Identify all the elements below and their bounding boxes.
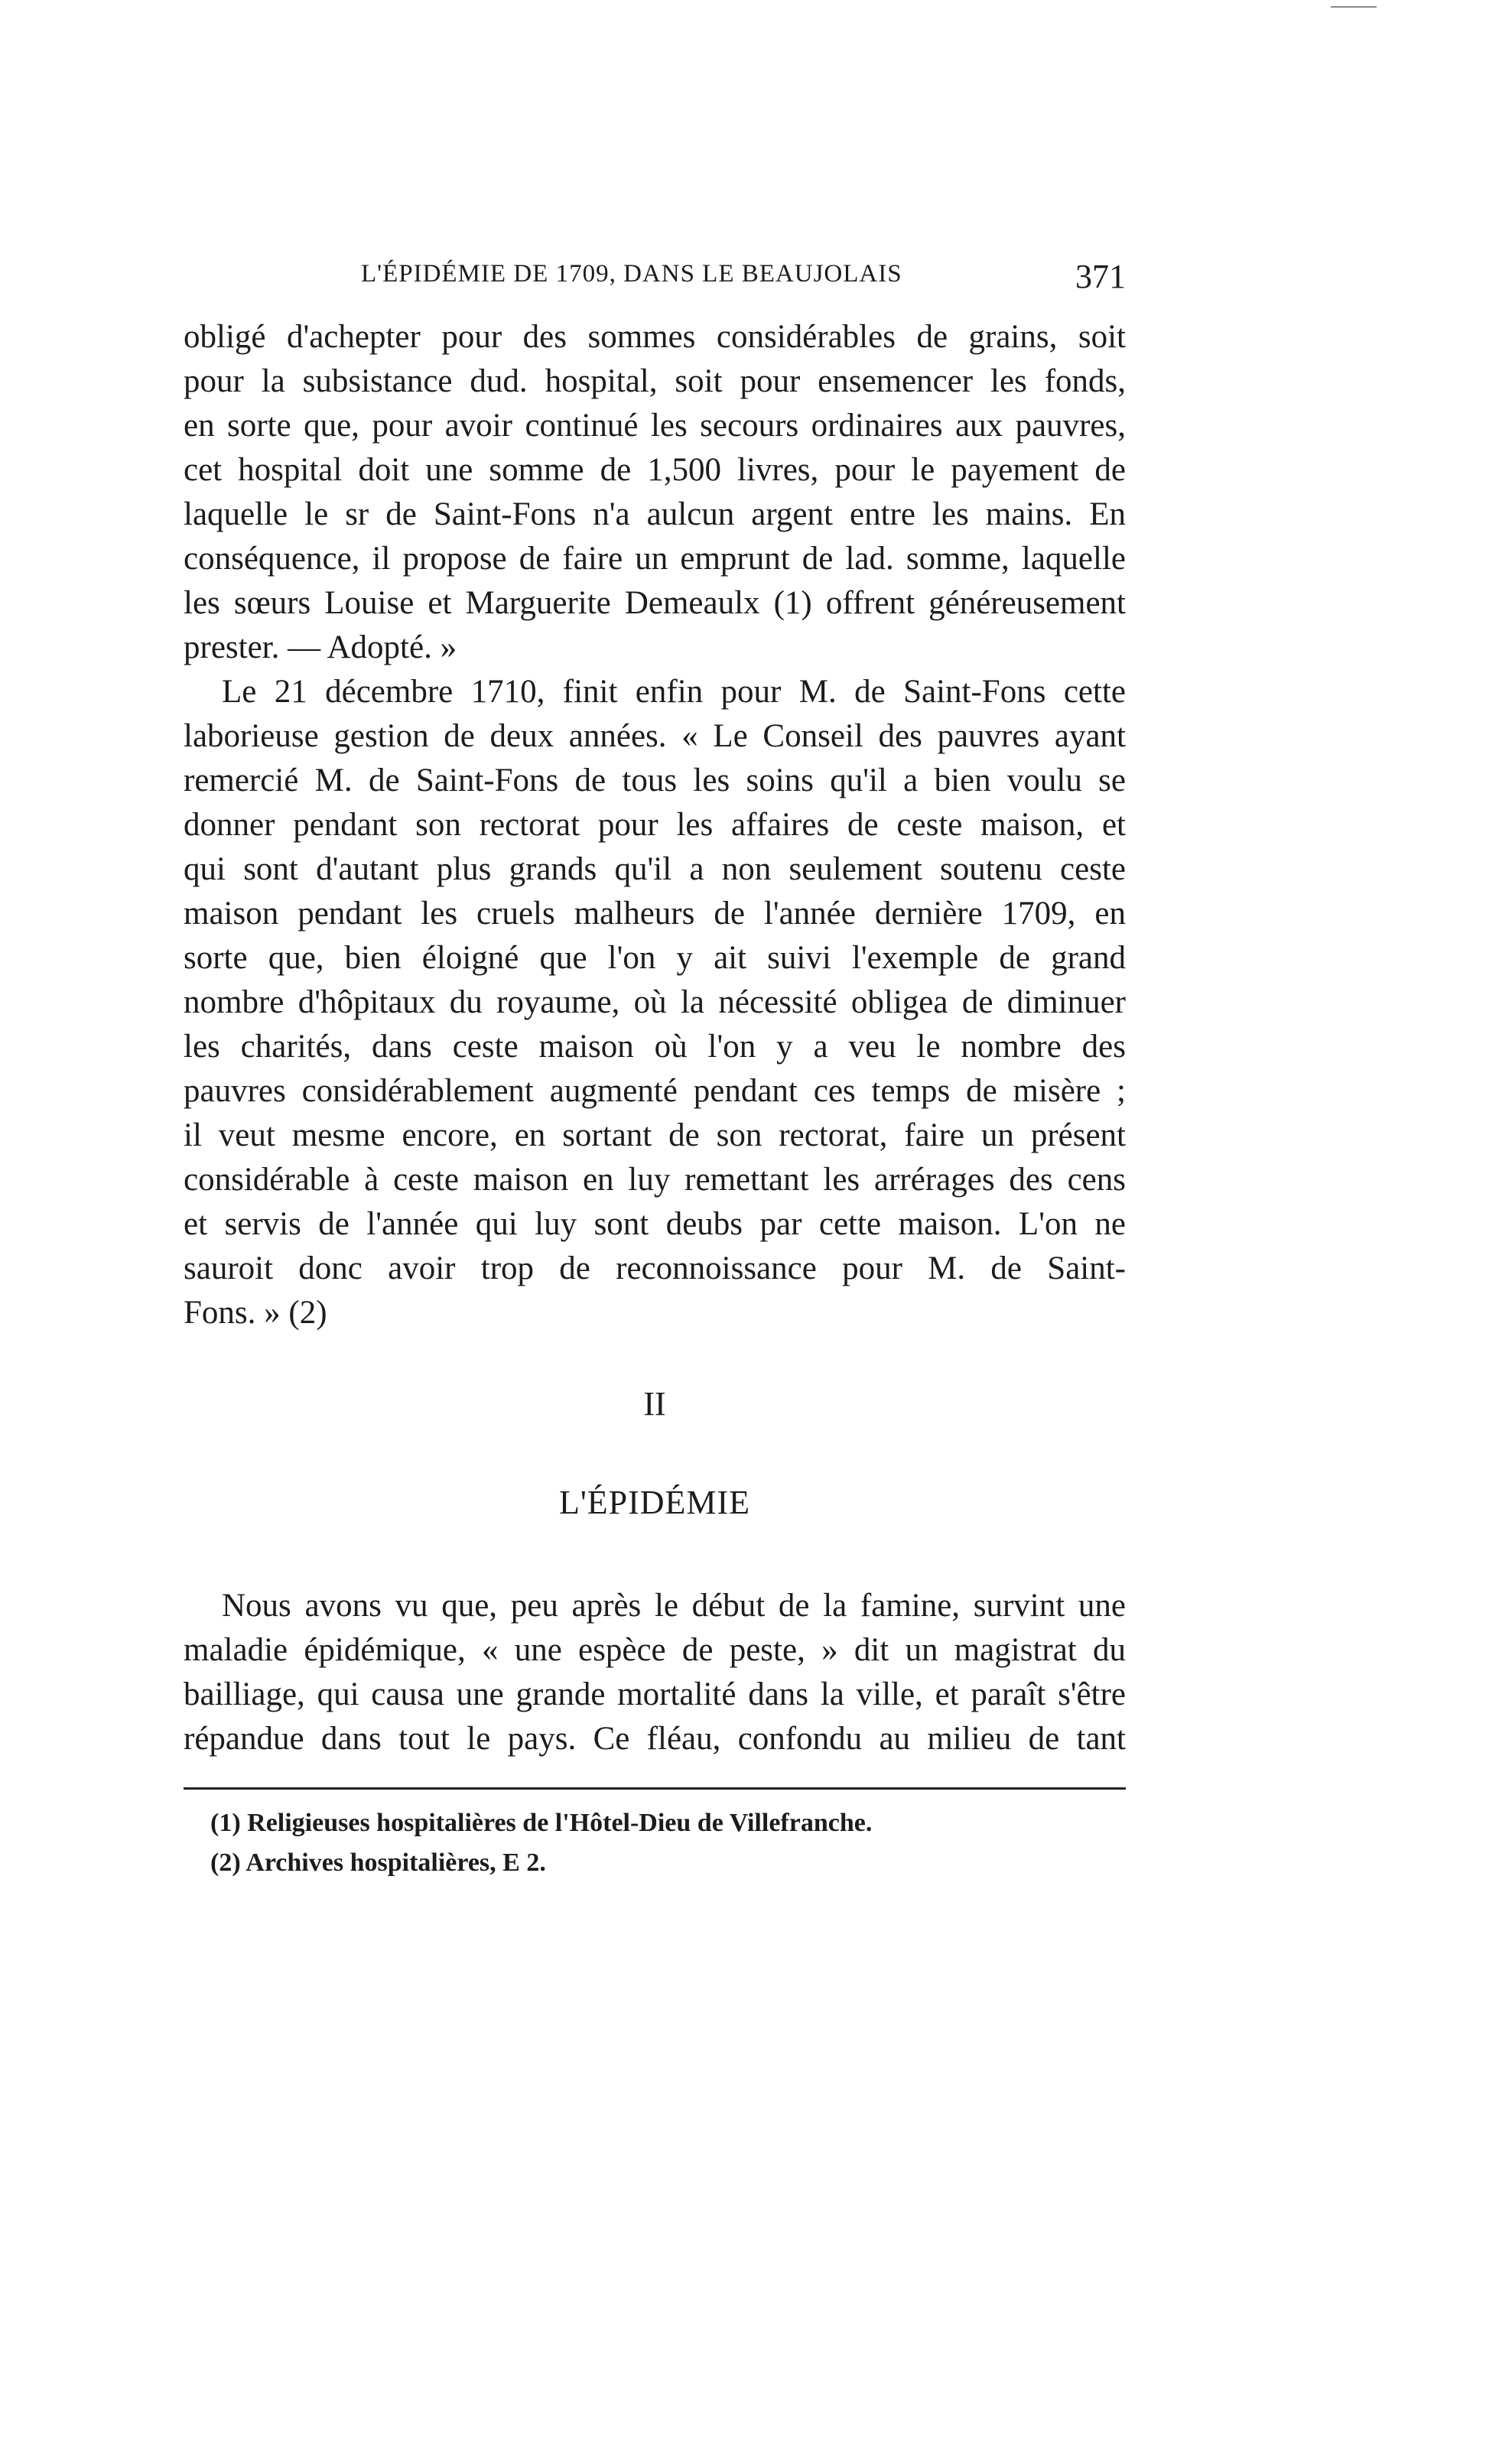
top-edge-rule <box>1331 6 1377 8</box>
text-line: il veut mesme encore, en sortant de son rectorat, faire un présent <box>184 1117 1126 1153</box>
text-line: maladie épidémique, « une espèce de peste, » dit un magistrat du <box>184 1632 1126 1668</box>
text-line: pauvres considérablement augmenté pendant ces temps de misère ; <box>184 1073 1126 1109</box>
footnote-divider <box>184 1787 1126 1790</box>
text-line: répandue dans tout le pays. Ce fléau, confondu au milieu de tant <box>184 1721 1126 1757</box>
text-line: laquelle le sr de Saint-Fons n'a aulcun argent entre les mains. En <box>184 496 1126 532</box>
text-line: considérable à ceste maison en luy remettant les arrérages des cens <box>184 1162 1126 1198</box>
text-line: maison pendant les cruels malheurs de l'année dernière 1709, en <box>184 896 1126 932</box>
text-line: les charités, dans ceste maison où l'on y a veu le nombre des <box>184 1029 1126 1065</box>
text-line: sauroit donc avoir trop de reconnoissance pour M. de Saint- <box>184 1250 1126 1286</box>
text-line: et servis de l'année qui luy sont deubs par cette maison. L'on ne <box>184 1206 1126 1242</box>
body-text-top <box>184 315 1126 1335</box>
text-line: bailliage, qui causa une grande mortalité dans la ville, et paraît s'être <box>184 1676 1126 1712</box>
footnotes <box>210 1803 1113 1883</box>
page-number: 371 <box>1075 258 1126 295</box>
text-line: pour la subsistance dud. hospital, soit pour ensemencer les fonds, <box>184 363 1126 399</box>
section-number: II <box>643 1385 666 1423</box>
text-line: Nous avons vu que, peu après le début de la famine, survint une <box>222 1588 1126 1624</box>
text-line: sorte que, bien éloigné que l'on y ait suivi l'exemple de grand <box>184 940 1126 976</box>
text-line: nombre d'hôpitaux du royaume, où la nécessité obligea de diminuer <box>184 984 1126 1020</box>
text-line: prester. — Adopté. » <box>184 629 457 665</box>
running-title: L'ÉPIDÉMIE DE 1709, DANS LE BEAUJOLAIS <box>361 260 902 288</box>
text-line: remercié M. de Saint-Fons de tous les soins qu'il a bien voulu se <box>184 763 1126 798</box>
text-line: en sorte que, pour avoir continué les secours ordinaires aux pauvres, <box>184 408 1126 444</box>
body-text-bottom <box>184 1584 1126 1761</box>
text-line: obligé d'achepter pour des sommes considérables de grains, soit <box>184 319 1126 355</box>
footnote: (1) Religieuses hospitalières de l'Hôtel-Dieu de Villefranche. <box>210 1809 873 1837</box>
text-line: cet hospital doit une somme de 1,500 livres, pour le payement de <box>184 452 1126 488</box>
text-line: conséquence, il propose de faire un emprunt de lad. somme, laquelle <box>184 541 1126 577</box>
section-title: L'ÉPIDÉMIE <box>558 1484 751 1521</box>
text-line: Fons. » (2) <box>184 1295 327 1331</box>
text-line: Le 21 décembre 1710, finit enfin pour M. de Saint-Fons cette <box>222 674 1126 710</box>
text-line: laborieuse gestion de deux années. « Le Conseil des pauvres ayant <box>184 718 1126 754</box>
text-line: les sœurs Louise et Marguerite Demeaulx (1) offrent généreusement <box>184 585 1126 621</box>
running-head <box>184 260 1126 298</box>
text-line: donner pendant son rectorat pour les affaires de ceste maison, et <box>184 807 1126 843</box>
footnote: (2) Archives hospitalières, E 2. <box>210 1849 546 1877</box>
text-line: qui sont d'autant plus grands qu'il a non seulement soutenu ceste <box>184 851 1126 887</box>
